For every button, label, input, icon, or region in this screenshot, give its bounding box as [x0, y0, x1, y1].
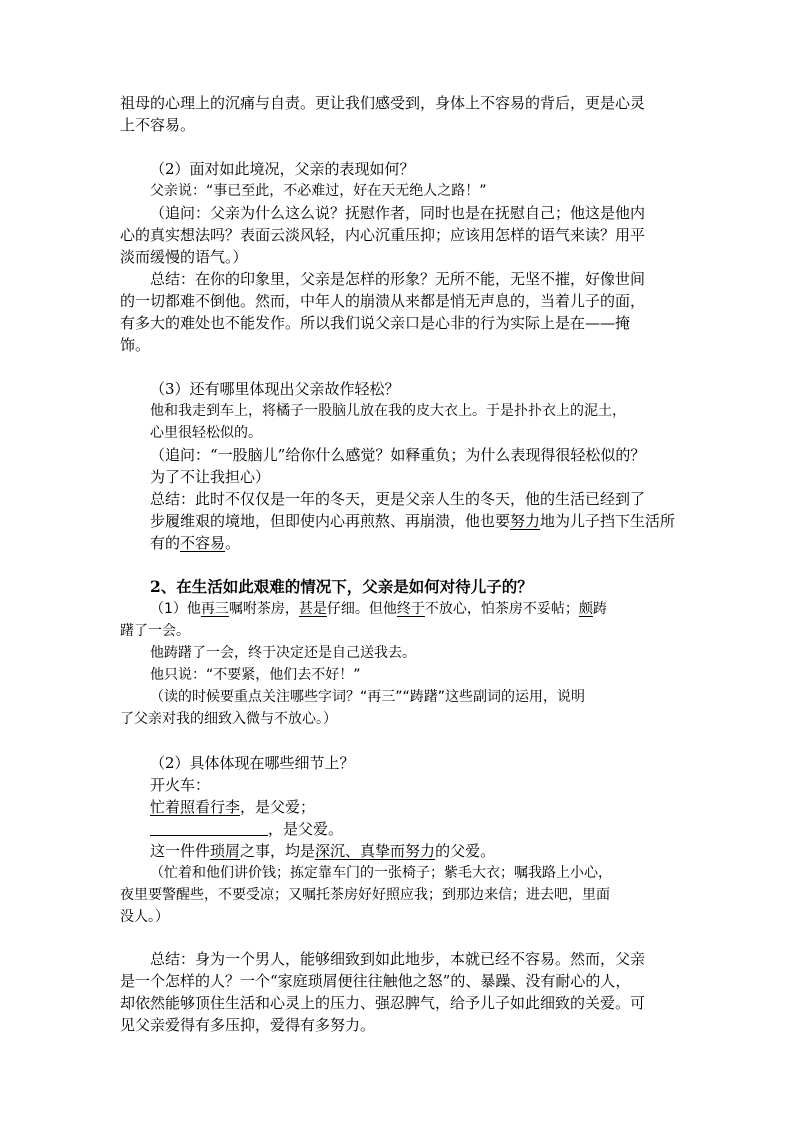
summary-line: 饰。 — [120, 336, 151, 354]
summary-line: 的一切都难不倒他。然而，中年人的崩溃从来都是悄无声息的，当着儿子的面， — [120, 292, 646, 310]
quote-line: 躇了一会。 — [120, 623, 190, 639]
text-run: 有的 — [150, 534, 181, 552]
quote-line: 他和我走到车上，将橘子一股脑儿放在我的皮大衣上。于是扑扑衣上的泥土， — [150, 403, 626, 419]
summary-line — [120, 510, 680, 532]
text-run: ，是父爱； — [240, 798, 316, 816]
note-line: 没人。） — [120, 909, 169, 925]
intro-line: 上不容易。 — [120, 116, 196, 134]
section-heading: 2、在生活如此艰难的情况下，父亲是如何对待儿子的？ — [150, 577, 533, 596]
underlined-term: 努力 — [510, 512, 541, 530]
summary-line: 总结：在你的印象里，父亲是怎样的形象？无所不能，无坚不摧，好像世间 — [150, 270, 646, 288]
question-title: （3）还有哪里体现出父亲故作轻松？ — [150, 380, 400, 398]
text-run: 之事，均是 — [240, 842, 316, 860]
summary-line: 总结：此时不仅仅是一年的冬天，更是父亲人生的冬天，他的生活已经到了 — [150, 490, 646, 508]
followup-line: 淡而缓慢的语气。） — [120, 248, 248, 266]
note-line: （读的时候要重点关注哪些字词？“再三”“踌躇”这些副词的运用，说明 — [150, 689, 586, 705]
followup-line: （追问：“一股脑儿”给你什么感觉？如释重负；为什么表现得很轻松似的？ — [150, 446, 646, 464]
quote-line: 他只说：“不要紧，他们去不好！” — [150, 667, 361, 683]
answer-line — [120, 818, 680, 840]
note-line: 了父亲对我的细致入微与不放心。） — [120, 711, 337, 727]
text-run: 。 — [225, 534, 241, 552]
text-run: 这一件件 — [150, 842, 211, 860]
underlined-term: 忙着照看行李 — [150, 798, 241, 816]
document-page — [120, 92, 680, 1036]
followup-line: （追问：父亲为什么这么说？抚慰作者，同时也是在抚慰自己；他这是他内 — [150, 204, 646, 222]
intro-line: 祖母的心理上的沉痛与自责。更让我们感受到，身体上不容易的背后，更是心灵 — [120, 94, 646, 112]
underlined-term: 不容易 — [180, 534, 226, 552]
quote-line: 父亲说：“事已至此，不必难过，好在天无绝人之路！” — [150, 183, 487, 199]
text-run: ，是父爱。 — [268, 820, 344, 838]
text-run: 不放心，怕茶房不妥帖； — [424, 601, 579, 617]
quote-line: 他踌躇了一会，终于决定还是自己送我去。 — [150, 645, 416, 661]
answer-line — [120, 796, 680, 818]
note-line: 夜里要警醒些，不要受凉；又嘱托茶房好好照应我；到那边来信；进去吧，里面 — [120, 887, 610, 903]
answer-line — [120, 840, 680, 862]
underlined-term: 终于 — [396, 601, 425, 617]
summary-line — [120, 532, 680, 554]
summary-line: 总结：身为一个男人，能够细致到如此地步，本就已经不容易。然而，父亲 — [150, 950, 646, 968]
question-title: （2）具体体现在哪些细节上？ — [150, 754, 355, 772]
activity-label: 开火车： — [150, 776, 211, 794]
text-run: 仔细。但他 — [326, 601, 397, 617]
quote-line — [120, 598, 680, 620]
question-title: （2）面对如此境况，父亲的表现如何？ — [150, 160, 415, 178]
followup-line: 心的真实想法吗？表面云淡风轻，内心沉重压抑；应该用怎样的语气来读？用平 — [120, 226, 646, 244]
text-run: 步履维艰的境地，但即使内心再煎熬、再崩溃，他也要 — [150, 512, 511, 530]
followup-line: 为了不让我担心） — [150, 468, 271, 486]
quote-line: 心里很轻松似的。 — [150, 425, 262, 441]
summary-line: 却依然能够顶住生活和心灵上的压力、强忍脾气，给予儿子如此细致的关爱。可 — [120, 994, 646, 1012]
text-run: 的父爱。 — [435, 842, 496, 860]
underlined-term: 深沉、真挚而努力 — [315, 842, 436, 860]
note-line: （忙着和他们讲价钱；拣定靠车门的一张椅子；紫毛大衣；嘱我路上小心， — [150, 865, 612, 881]
underlined-term: 琐屑 — [210, 842, 241, 860]
summary-line: 见父亲爱得有多压抑，爱得有多努力。 — [120, 1016, 376, 1034]
text-run: 地为儿子挡下生活所 — [540, 512, 676, 530]
fill-in-blank — [150, 819, 268, 836]
text-run: （1）他 — [150, 601, 201, 617]
underlined-term: 再三 — [200, 601, 229, 617]
text-run: 嘱咐茶房， — [228, 601, 299, 617]
underlined-term: 颇 — [578, 601, 593, 617]
summary-line: 是一个怎样的人？一个“家庭琐屑便往往触他之怒”的、暴躁、没有耐心的人， — [120, 972, 631, 990]
underlined-term: 甚是 — [298, 601, 327, 617]
text-run: 踌 — [592, 601, 607, 617]
summary-line: 有多大的难处也不能发作。所以我们说父亲口是心非的行为实际上是在——掩 — [120, 314, 631, 332]
